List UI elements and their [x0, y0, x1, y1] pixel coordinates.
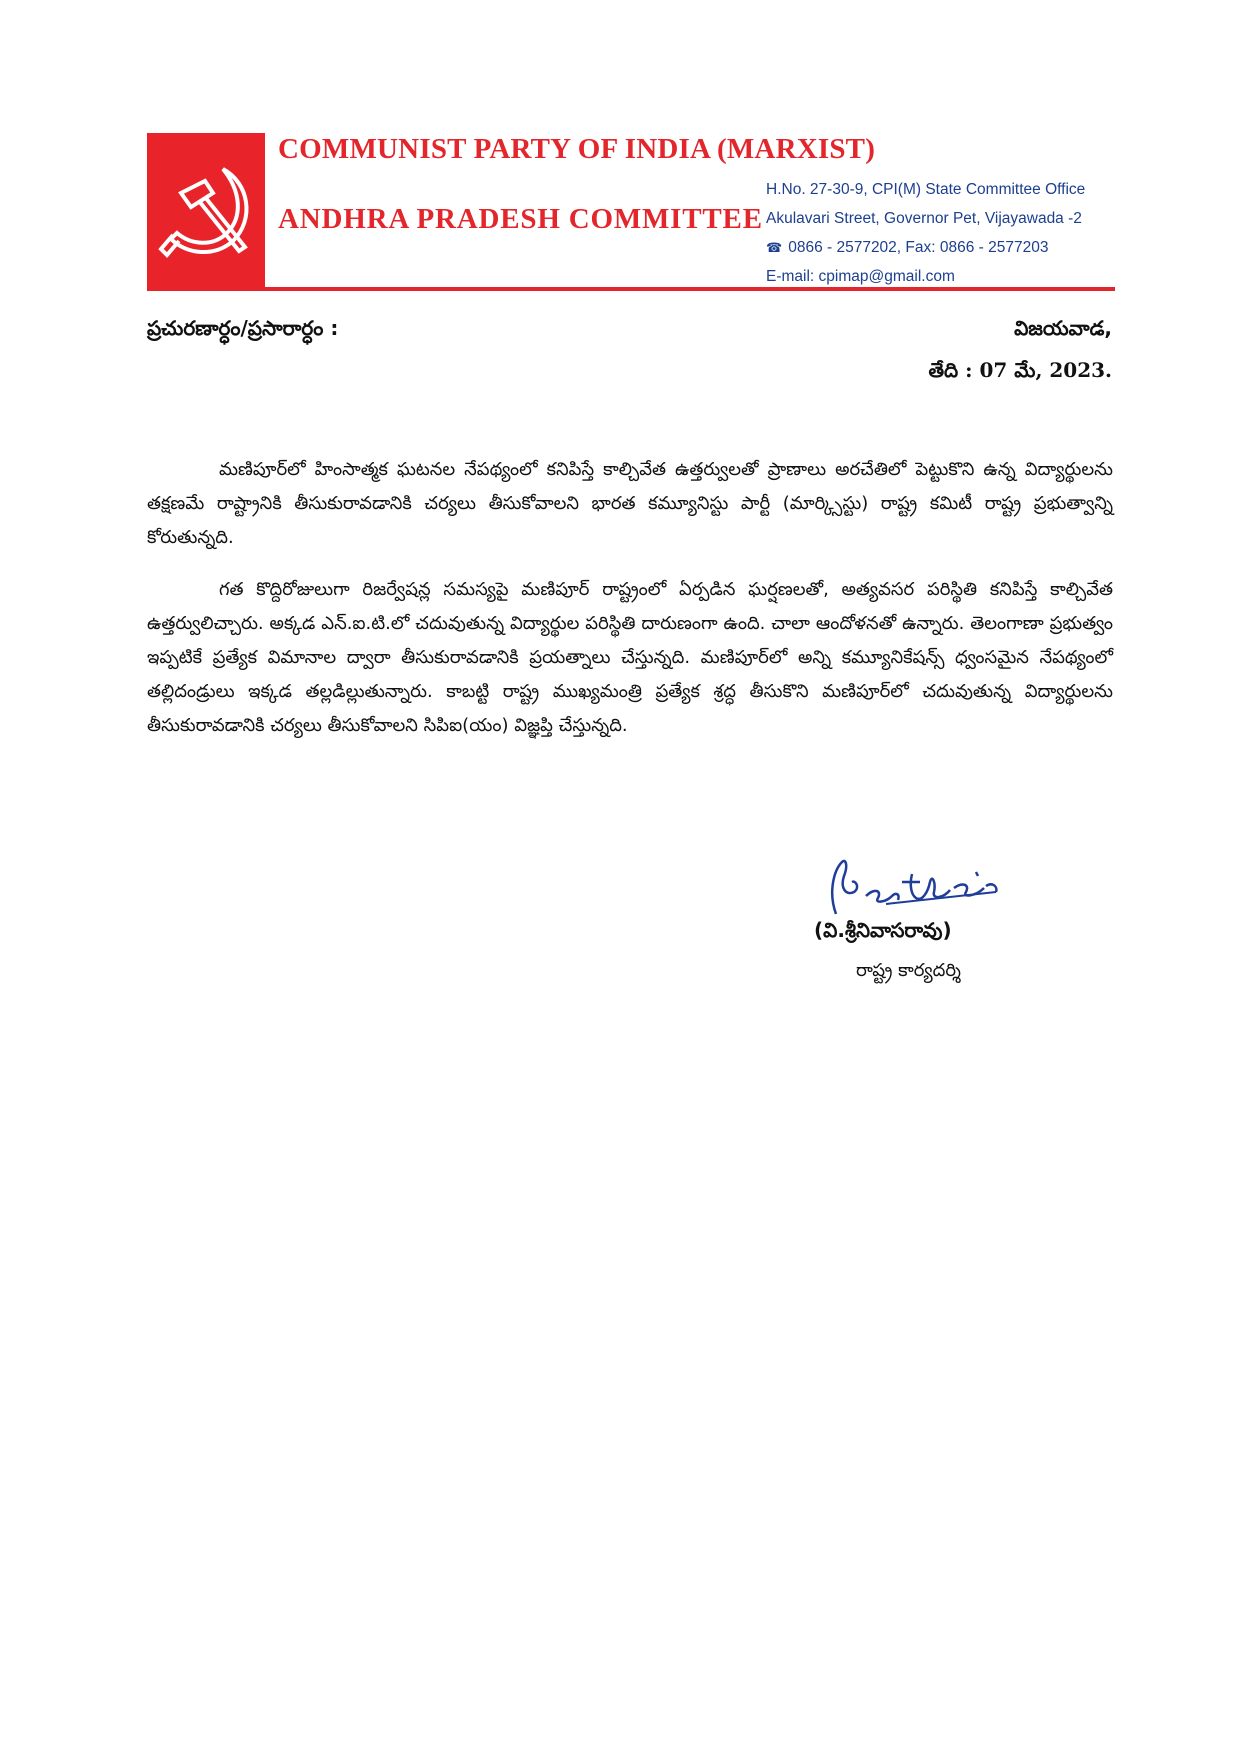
office-address: [766, 175, 1085, 291]
committee-name: ANDHRA PRADESH COMMITTEE: [278, 203, 763, 235]
phone-numbers: 0866 - 2577202, Fax: 0866 - 2577203: [788, 239, 1049, 256]
phone-line: [766, 233, 1085, 262]
letterhead: [147, 133, 1115, 291]
paragraph-1: మణిపూర్‌లో హింసాత్మక ఘటనల నేపథ్యంలో కనిపిస్తే కాల్చివేత ఉత్తర్వులతో ప్రాణాలు అరచేతిలో పెట్టుకొని ఉన్న విద్యార్థులను తక్షణమే రాష్ట్రానికి తీసుకురావడానికి చర్యలు తీసుకోవాలని భారత కమ్యూనిస్టు పార్టీ (మార్క్సిస్టు) రాష్ట్ర కమిటీ రాష్ట్ర ప్రభుత్వాన్ని కోరుతున్నది.: [147, 459, 1113, 548]
press-release-body: [147, 453, 1113, 761]
address-line-2: Akulavari Street, Governor Pet, Vijayawada -2: [766, 210, 1082, 227]
hammer-sickle-icon: [153, 163, 261, 263]
place: విజయవాడ,: [1014, 316, 1112, 340]
handwritten-signature: [826, 852, 1016, 926]
signatory-name: (వి.శ్రీనివాసరావు): [814, 918, 952, 942]
date: తేది : 07 మే, 2023.: [928, 358, 1112, 382]
paragraph-2: గత కొద్దిరోజులుగా రిజర్వేషన్ల సమస్యపై మణిపూర్ రాష్ట్రంలో ఏర్పడిన ఘర్షణలతో, అత్యవసర పరిస్థితి కనిపిస్తే కాల్చివేత ఉత్తర్వులిచ్చారు. అక్కడ ఎన్.ఐ.టి.లో చదువుతున్న విద్యార్థుల పరిస్థితి దారుణంగా ఉంది. చాలా ఆందోళనతో ఉన్నారు. తెలంగాణా ప్రభుత్వం ఇప్పటికే ప్రత్యేక విమానాల ద్వారా తీసుకురావడానికి ప్రయత్నాలు చేస్తున్నది. మణిపూర్‌లో అన్ని కమ్యూనికేషన్స్ ధ్వంసమైన నేపథ్యంలో తల్లిదండ్రులు ఇక్కడ తల్లడిల్లుతున్నారు. కాబట్టి రాష్ట్ర ముఖ్యమంత్రి ప్రత్యేక శ్రద్ధ తీసుకొని మణిపూర్‌లో చదువుతున్న విద్యార్థులను తీసుకురావడానికి చర్యలు తీసుకోవాలని సిపిఐ(యం) విజ్ఞప్తి చేస్తున్నది.: [147, 579, 1113, 736]
letterhead-divider: [265, 287, 1115, 291]
address-line-1: H.No. 27-30-9, CPI(M) State Committee Office: [766, 181, 1086, 198]
signatory-title: రాష్ట్ర కార్యదర్శి: [856, 960, 961, 981]
email-line: E-mail: cpimap@gmail.com: [766, 268, 955, 285]
release-label: ప్రచురణార్ధం/ప్రసారార్ధం :: [147, 316, 339, 340]
party-name: COMMUNIST PARTY OF INDIA (MARXIST): [278, 133, 876, 165]
phone-icon: ☎: [766, 240, 783, 255]
party-logo: [147, 133, 265, 291]
